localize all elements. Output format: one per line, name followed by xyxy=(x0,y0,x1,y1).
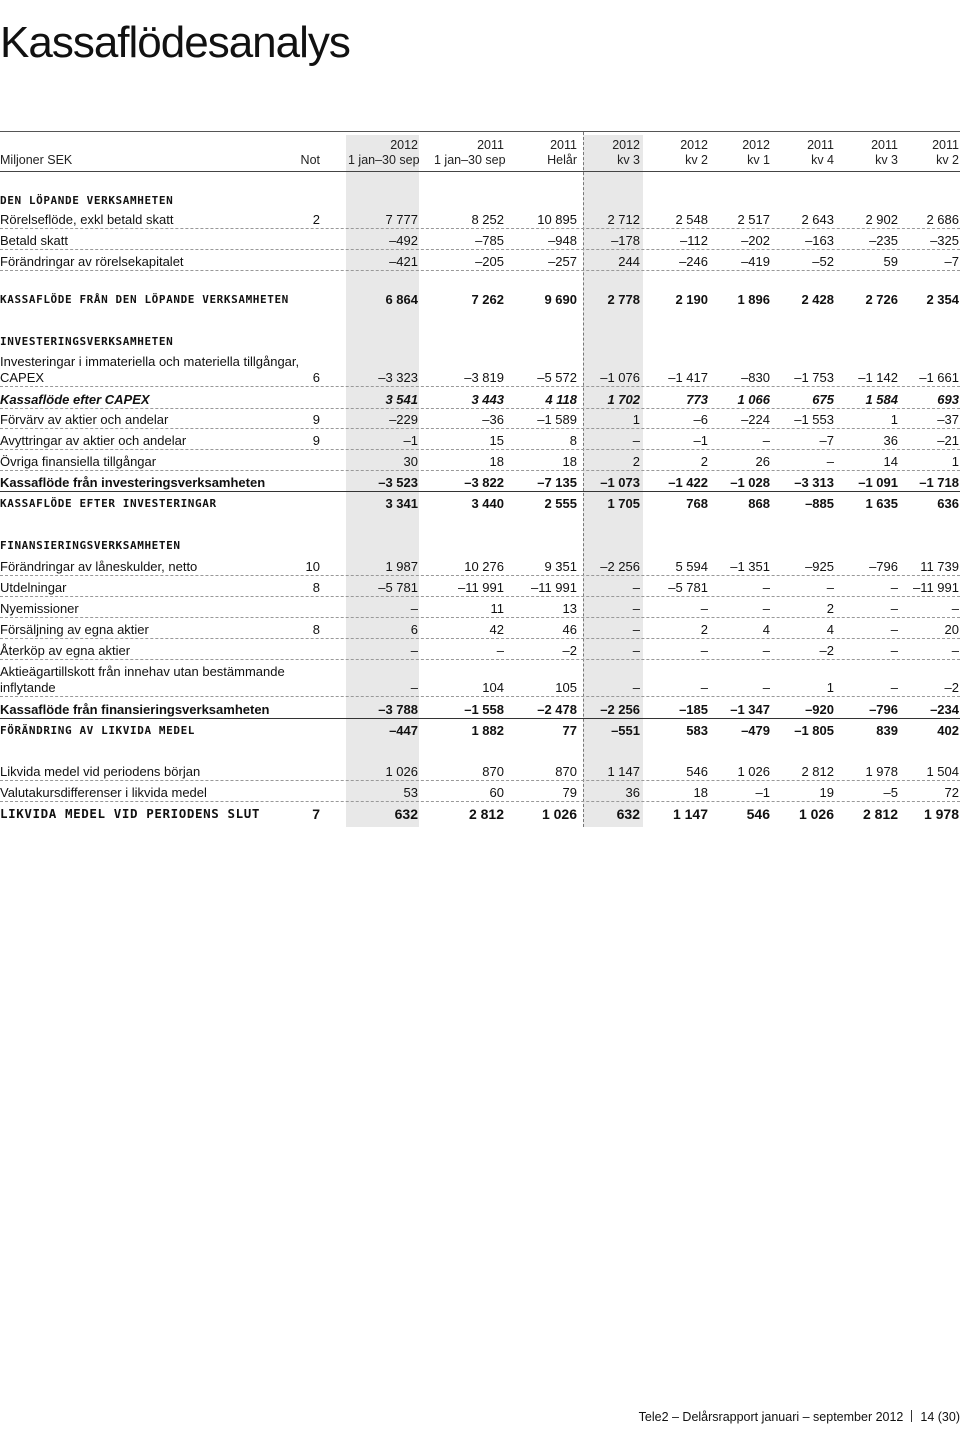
table-cell-value: – xyxy=(890,643,898,658)
table-cell-value: 1 xyxy=(632,412,640,427)
table-row xyxy=(0,475,960,492)
table-row xyxy=(0,354,960,387)
table-cell-value: –202 xyxy=(741,233,770,248)
column-header-period: kv 4 xyxy=(811,153,834,167)
table-cell-value: 2 812 xyxy=(468,806,504,822)
table-cell-value: –112 xyxy=(680,233,708,248)
table-cell-value: 8 252 xyxy=(471,212,504,227)
table-cell-value: –785 xyxy=(475,233,504,248)
table-cell-value: 9 351 xyxy=(544,559,577,574)
row-label: FÖRÄNDRING AV LIKVIDA MEDEL xyxy=(0,724,196,737)
table-cell-value: –1 142 xyxy=(858,370,898,385)
table-cell-value: 2 902 xyxy=(865,212,898,227)
table-cell-value: –1 xyxy=(755,785,770,800)
row-label: Förändringar av rörelsekapitalet xyxy=(0,254,184,269)
note-reference: 10 xyxy=(305,559,320,574)
table-cell-value: 839 xyxy=(876,723,898,738)
table-cell-value: 7 262 xyxy=(471,292,504,307)
table-cell-value: – xyxy=(890,622,898,637)
table-cell-value: 11 739 xyxy=(920,559,959,574)
table-cell-value: –224 xyxy=(741,412,770,427)
table-cell-value: –796 xyxy=(869,702,898,717)
table-cell-value: 693 xyxy=(937,392,959,407)
table-cell-value: 2 xyxy=(632,454,640,469)
table-cell-value: – xyxy=(890,601,898,616)
table-cell-value: 868 xyxy=(748,496,770,511)
row-label: Aktieägartillskott från innehav utan bestämmande inflytande xyxy=(0,664,285,695)
table-cell-value: 36 xyxy=(625,785,640,800)
table-cell-value: 72 xyxy=(944,785,959,800)
table-cell-value: 2 555 xyxy=(544,496,577,511)
column-header xyxy=(764,138,834,168)
table-cell-value: –234 xyxy=(930,702,959,717)
table-cell-value: 636 xyxy=(937,496,959,511)
table-cell-value: 2 812 xyxy=(801,764,834,779)
table-cell-value: 773 xyxy=(686,392,708,407)
table-cell-value: 632 xyxy=(616,806,640,822)
row-label: Förvärv av aktier och andelar xyxy=(0,412,169,427)
column-header xyxy=(828,138,898,168)
table-cell-value: 5 594 xyxy=(675,559,708,574)
table-cell-value: – xyxy=(632,622,640,637)
column-header xyxy=(507,138,577,168)
table-cell-value: 675 xyxy=(812,392,834,407)
table-cell-value: 244 xyxy=(618,254,640,269)
table-cell-value: – xyxy=(632,601,640,616)
table-cell-value: –1 718 xyxy=(919,475,959,490)
table-cell-value: 2 726 xyxy=(865,292,898,307)
table-cell-value: –1 076 xyxy=(600,370,640,385)
row-label: Förändringar av låneskulder, netto xyxy=(0,559,198,574)
column-header-period: kv 3 xyxy=(617,153,640,167)
table-cell-value: – xyxy=(762,601,770,616)
table-cell-value: –163 xyxy=(805,233,834,248)
table-cell-value: 77 xyxy=(562,723,577,738)
table-cell-value: –1 351 xyxy=(730,559,770,574)
row-label: Nyemissioner xyxy=(0,601,79,616)
column-header-year: 2011 xyxy=(871,138,898,152)
table-cell-value: 4 118 xyxy=(545,392,577,407)
table-cell-value: 2 643 xyxy=(801,212,834,227)
table-row xyxy=(0,643,960,660)
table-cell-value: –11 991 xyxy=(912,580,959,595)
not-header: Not xyxy=(300,153,320,167)
table-cell-value: 1 584 xyxy=(865,392,898,407)
row-label: Likvida medel vid periodens början xyxy=(0,764,201,779)
table-cell-value: –7 xyxy=(944,254,959,269)
table-cell-value: –796 xyxy=(869,559,898,574)
table-row xyxy=(0,764,960,781)
row-label: Valutakursdifferenser i likvida medel xyxy=(0,785,207,800)
section-heading-row xyxy=(0,538,960,554)
table-cell-value: 2 812 xyxy=(862,806,898,822)
page-footer xyxy=(639,1410,960,1424)
table-cell-value: 19 xyxy=(819,785,834,800)
table-row xyxy=(0,254,960,271)
note-reference: 6 xyxy=(312,370,320,385)
table-cell-value: 59 xyxy=(883,254,898,269)
table-cell-value: 10 895 xyxy=(537,212,577,227)
table-cell-value: 546 xyxy=(746,806,770,822)
table-cell-value: –551 xyxy=(611,723,640,738)
table-cell-value: –6 xyxy=(693,412,708,427)
table-cell-value: 11 xyxy=(490,601,504,616)
table-cell-value: 60 xyxy=(489,785,504,800)
table-cell-value: 1 147 xyxy=(672,806,708,822)
column-header-period: kv 2 xyxy=(936,153,959,167)
table-cell-value: –36 xyxy=(482,412,504,427)
table-cell-value: 14 xyxy=(883,454,898,469)
table-cell-value: 10 276 xyxy=(464,559,504,574)
table-cell-value: – xyxy=(951,601,959,616)
table-cell-value: –5 xyxy=(883,785,898,800)
table-cell-value: –1 589 xyxy=(537,412,577,427)
table-cell-value: –257 xyxy=(548,254,577,269)
row-label: Utdelningar xyxy=(0,580,67,595)
column-header-year: 2012 xyxy=(390,138,418,152)
row-label: Betald skatt xyxy=(0,233,68,248)
row-label: Övriga finansiella tillgångar xyxy=(0,454,157,469)
table-cell-value: –1 422 xyxy=(668,475,708,490)
table-cell-value: 870 xyxy=(482,764,504,779)
table-cell-value: 1 702 xyxy=(607,392,640,407)
section-heading-row xyxy=(0,334,960,350)
table-cell-value: –37 xyxy=(937,412,959,427)
row-label: Kassaflöde från investeringsverksamheten xyxy=(0,475,266,490)
table-cell-value: 2 xyxy=(826,601,834,616)
table-cell-value: 20 xyxy=(944,622,959,637)
table-cell-value: –447 xyxy=(389,723,418,738)
table-cell-value: 1 896 xyxy=(737,292,770,307)
note-reference: 9 xyxy=(312,412,320,427)
column-header-period: kv 1 xyxy=(747,153,770,167)
table-row xyxy=(0,622,960,639)
footer-report-title: Tele2 – Delårsrapport januari – september 2012 xyxy=(638,1410,904,1424)
row-label: DEN LÖPANDE VERKSAMHETEN xyxy=(0,194,174,207)
row-label: KASSAFLÖDE FRÅN DEN LÖPANDE VERKSAMHETEN xyxy=(0,293,289,306)
table-cell-value: – xyxy=(762,643,770,658)
table-cell-value: –830 xyxy=(741,370,770,385)
column-header-period: 1 jan–30 sep xyxy=(348,153,420,167)
table-cell-value: 1 147 xyxy=(607,764,640,779)
table-cell-value: 42 xyxy=(489,622,504,637)
table-cell-value: 2 548 xyxy=(675,212,708,227)
table-cell-value: –479 xyxy=(741,723,770,738)
table-cell-value: 3 541 xyxy=(385,392,418,407)
row-label: Kassaflöde från finansieringsverksamheten xyxy=(0,702,270,717)
table-cell-value: 2 712 xyxy=(607,212,640,227)
table-cell-value: –3 822 xyxy=(464,475,504,490)
row-label: Försäljning av egna aktier xyxy=(0,622,149,637)
table-cell-value: –325 xyxy=(930,233,959,248)
column-header-year: 2011 xyxy=(807,138,834,152)
column-header xyxy=(570,138,640,168)
table-row xyxy=(0,559,960,576)
row-label: Investeringar i immateriella och materiella tillgångar, CAPEX xyxy=(0,354,300,385)
table-cell-value: 36 xyxy=(883,433,898,448)
table-cell-value: 6 864 xyxy=(385,292,418,307)
table-cell-value: 26 xyxy=(755,454,770,469)
table-cell-value: 79 xyxy=(562,785,577,800)
table-cell-value: 1 xyxy=(826,680,834,695)
table-row xyxy=(0,723,960,739)
column-header xyxy=(889,138,959,168)
table-cell-value: 1 882 xyxy=(471,723,504,738)
table-cell-value: 1 978 xyxy=(865,764,898,779)
table-cell-value: – xyxy=(762,580,770,595)
table-cell-value: –419 xyxy=(741,254,770,269)
table-row xyxy=(0,392,960,409)
table-cell-value: –3 819 xyxy=(464,370,504,385)
table-cell-value: –5 781 xyxy=(378,580,418,595)
table-cell-value: –21 xyxy=(937,433,959,448)
page-title: Kassaflödesanalys xyxy=(0,18,350,67)
table-cell-value: –3 523 xyxy=(378,475,418,490)
table-cell-value: –178 xyxy=(611,233,640,248)
table-cell-value: – xyxy=(700,643,708,658)
table-cell-value: 1 xyxy=(890,412,898,427)
table-cell-value: – xyxy=(826,580,834,595)
row-label: Rörelseflöde, exkl betald skatt xyxy=(0,212,174,227)
table-cell-value: –1 558 xyxy=(464,702,504,717)
table-cell-value: 3 443 xyxy=(471,392,504,407)
section-heading-row xyxy=(0,193,960,209)
table-cell-value: –885 xyxy=(805,496,834,511)
table-cell-value: –1 073 xyxy=(600,475,640,490)
row-label: LIKVIDA MEDEL VID PERIODENS SLUT xyxy=(0,806,261,821)
table-cell-value: – xyxy=(700,601,708,616)
table-cell-value: 104 xyxy=(482,680,504,695)
column-header-period: kv 2 xyxy=(685,153,708,167)
table-cell-value: –185 xyxy=(679,702,708,717)
table-cell-value: –5 572 xyxy=(537,370,577,385)
table-cell-value: – xyxy=(632,433,640,448)
row-label: Återköp av egna aktier xyxy=(0,643,131,658)
table-cell-value: 2 517 xyxy=(737,212,770,227)
table-cell-value: –2 xyxy=(562,643,577,658)
table-cell-value: –3 313 xyxy=(794,475,834,490)
table-row xyxy=(0,804,960,822)
table-row xyxy=(0,785,960,802)
table-cell-value: –1 091 xyxy=(858,475,898,490)
table-cell-value: –229 xyxy=(389,412,418,427)
table-row xyxy=(0,212,960,229)
table-cell-value: –5 781 xyxy=(668,580,708,595)
table-cell-value: 18 xyxy=(562,454,577,469)
table-cell-value: 2 354 xyxy=(926,292,959,307)
table-cell-value: 30 xyxy=(403,454,418,469)
column-header-year: 2011 xyxy=(550,138,577,152)
table-cell-value: –11 991 xyxy=(457,580,504,595)
table-cell-value: – xyxy=(890,680,898,695)
row-label: KASSAFLÖDE EFTER INVESTERINGAR xyxy=(0,497,217,510)
table-cell-value: 18 xyxy=(693,785,708,800)
table-cell-value: 6 xyxy=(410,622,418,637)
table-cell-value: 105 xyxy=(555,680,577,695)
table-cell-value: 546 xyxy=(686,764,708,779)
table-cell-value: –3 323 xyxy=(378,370,418,385)
table-cell-value: –52 xyxy=(812,254,834,269)
table-cell-value: 1 xyxy=(951,454,959,469)
table-cell-value: 768 xyxy=(686,496,708,511)
table-cell-value: –1 553 xyxy=(794,412,834,427)
table-cell-value: –925 xyxy=(805,559,834,574)
table-cell-value: 2 xyxy=(700,622,708,637)
table-cell-value: 1 504 xyxy=(926,764,959,779)
note-reference: 7 xyxy=(312,806,320,822)
column-header-year: 2012 xyxy=(612,138,640,152)
table-cell-value: –2 478 xyxy=(537,702,577,717)
table-cell-value: 632 xyxy=(394,806,418,822)
table-cell-value: 402 xyxy=(937,723,959,738)
table-cell-value: 1 026 xyxy=(385,764,418,779)
table-cell-value: –948 xyxy=(548,233,577,248)
table-cell-value: – xyxy=(632,580,640,595)
table-cell-value: –2 256 xyxy=(600,702,640,717)
table-cell-value: –1 xyxy=(403,433,418,448)
table-cell-value: – xyxy=(826,454,834,469)
table-cell-value: – xyxy=(632,680,640,695)
table-cell-value: 583 xyxy=(686,723,708,738)
note-reference: 9 xyxy=(312,433,320,448)
footer-page-number: 14 (30) xyxy=(920,1410,960,1424)
table-cell-value: – xyxy=(496,643,504,658)
table-cell-value: –1 661 xyxy=(919,370,959,385)
table-cell-value: – xyxy=(632,643,640,658)
column-header xyxy=(348,138,418,168)
table-cell-value: – xyxy=(890,580,898,595)
table-cell-value: –2 xyxy=(819,643,834,658)
table-cell-value: – xyxy=(410,680,418,695)
table-cell-value: – xyxy=(762,680,770,695)
column-header xyxy=(638,138,708,168)
table-cell-value: –1 347 xyxy=(730,702,770,717)
table-cell-value: –11 991 xyxy=(530,580,577,595)
table-cell-value: 4 xyxy=(826,622,834,637)
table-cell-value: 1 978 xyxy=(923,806,959,822)
table-cell-value: –3 788 xyxy=(378,702,418,717)
table-cell-value: 2 686 xyxy=(926,212,959,227)
table-cell-value: –492 xyxy=(389,233,418,248)
column-header xyxy=(700,138,770,168)
table-cell-value: 1 026 xyxy=(737,764,770,779)
table-cell-value: –246 xyxy=(679,254,708,269)
table-cell-value: 1 026 xyxy=(541,806,577,822)
table-cell-value: 2 xyxy=(700,454,708,469)
note-reference: 2 xyxy=(312,212,320,227)
table-cell-value: –920 xyxy=(805,702,834,717)
row-label: INVESTERINGSVERKSAMHETEN xyxy=(0,335,174,348)
table-cell-value: 2 190 xyxy=(675,292,708,307)
table-row xyxy=(0,702,960,719)
table-cell-value: 15 xyxy=(489,433,504,448)
table-cell-value: 8 xyxy=(569,433,577,448)
table-row xyxy=(0,433,960,450)
table-cell-value: –1 417 xyxy=(668,370,708,385)
row-label: Kassaflöde efter CAPEX xyxy=(0,392,150,407)
table-cell-value: 4 xyxy=(762,622,770,637)
table-row xyxy=(0,412,960,429)
table-cell-value: 870 xyxy=(555,764,577,779)
table-row xyxy=(0,276,960,308)
note-reference: 8 xyxy=(312,580,320,595)
table-header-row xyxy=(0,136,960,168)
column-header-period: kv 3 xyxy=(875,153,898,167)
table-cell-value: –1 753 xyxy=(794,370,834,385)
table-cell-value: 53 xyxy=(403,785,418,800)
column-header-year: 2011 xyxy=(477,138,504,152)
table-row xyxy=(0,664,960,697)
footer-separator xyxy=(911,1410,912,1422)
table-cell-value: –235 xyxy=(869,233,898,248)
table-cell-value: –1 xyxy=(693,433,708,448)
column-header-year: 2011 xyxy=(932,138,959,152)
table-cell-value: 13 xyxy=(562,601,577,616)
table-cell-value: –1 805 xyxy=(794,723,834,738)
table-cell-value: –205 xyxy=(475,254,504,269)
table-cell-value: –7 135 xyxy=(537,475,577,490)
table-cell-value: 1 705 xyxy=(607,496,640,511)
table-cell-value: 1 987 xyxy=(385,559,418,574)
column-header-year: 2012 xyxy=(680,138,708,152)
table-cell-value: 7 777 xyxy=(385,212,418,227)
unit-header: Miljoner SEK xyxy=(0,153,73,167)
table-cell-value: – xyxy=(700,680,708,695)
table-row xyxy=(0,496,960,512)
row-label: FINANSIERINGSVERKSAMHETEN xyxy=(0,539,181,552)
table-cell-value: 1 026 xyxy=(798,806,834,822)
table-cell-value: 3 440 xyxy=(471,496,504,511)
table-cell-value: –1 028 xyxy=(730,475,770,490)
table-cell-value: –421 xyxy=(389,254,418,269)
table-cell-value: – xyxy=(951,643,959,658)
table-row xyxy=(0,233,960,250)
table-cell-value: –2 256 xyxy=(600,559,640,574)
table-cell-value: 3 341 xyxy=(385,496,418,511)
column-header-year: 2012 xyxy=(742,138,770,152)
table-cell-value: 9 690 xyxy=(544,292,577,307)
table-row xyxy=(0,580,960,597)
table-cell-value: 18 xyxy=(489,454,504,469)
table-cell-value: – xyxy=(762,433,770,448)
table-cell-value: – xyxy=(410,643,418,658)
table-cell-value: 46 xyxy=(562,622,577,637)
table-cell-value: 2 428 xyxy=(801,292,834,307)
column-header xyxy=(434,138,504,168)
table-cell-value: 2 778 xyxy=(607,292,640,307)
note-reference: 8 xyxy=(312,622,320,637)
table-cell-value: 1 635 xyxy=(865,496,898,511)
column-header-period: Helår xyxy=(547,153,577,167)
column-header-period: 1 jan–30 sep xyxy=(434,153,506,167)
table-cell-value: –2 xyxy=(944,680,959,695)
table-row xyxy=(0,601,960,618)
table-row xyxy=(0,454,960,471)
table-cell-value: – xyxy=(410,601,418,616)
table-cell-value: 1 066 xyxy=(737,392,770,407)
row-label: Avyttringar av aktier och andelar xyxy=(0,433,187,448)
table-cell-value: –7 xyxy=(819,433,834,448)
